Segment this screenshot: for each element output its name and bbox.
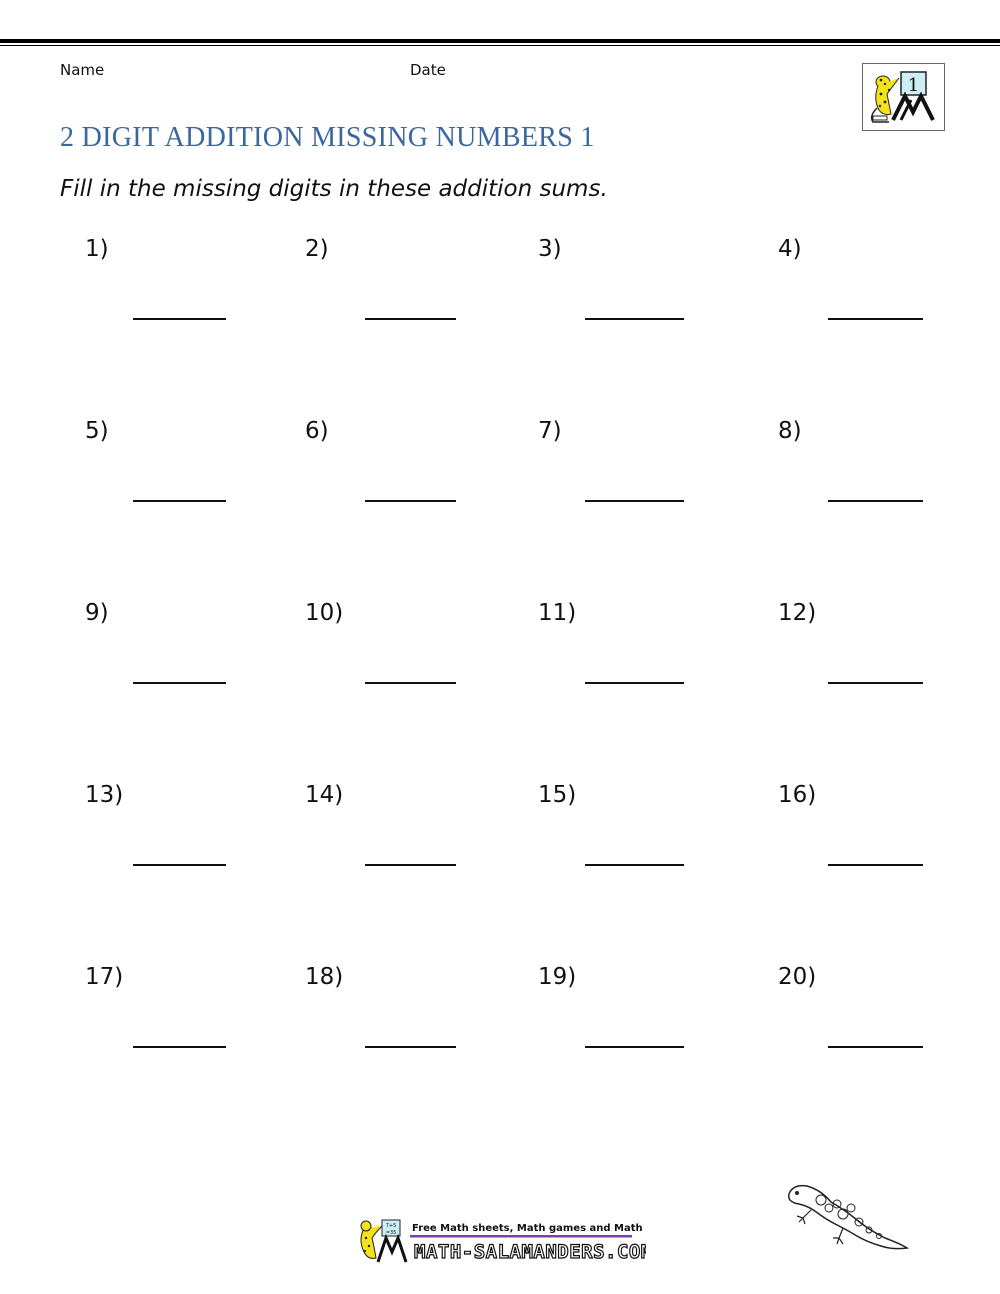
svg-text:=35: =35 bbox=[385, 1230, 397, 1236]
problem-number: 14) bbox=[305, 782, 344, 808]
sum-rule bbox=[828, 682, 923, 684]
problem-number: 15) bbox=[538, 782, 577, 808]
problem-number: 9) bbox=[85, 600, 109, 626]
sum-rule bbox=[585, 1046, 684, 1048]
svg-text:7+5: 7+5 bbox=[385, 1223, 397, 1229]
sum-rule bbox=[365, 1046, 456, 1048]
svg-text:Free Math sheets, Math games a: Free Math sheets, Math games and Math help bbox=[412, 1223, 646, 1234]
problem-number: 13) bbox=[85, 782, 124, 808]
date-label: Date bbox=[410, 61, 446, 79]
problem-number: 4) bbox=[778, 236, 802, 262]
sum-rule bbox=[828, 318, 923, 320]
problem-number: 10) bbox=[305, 600, 344, 626]
problem-number: 11) bbox=[538, 600, 577, 626]
problem-number: 1) bbox=[85, 236, 109, 262]
sum-rule bbox=[585, 318, 684, 320]
problem-number: 2) bbox=[305, 236, 329, 262]
problem-number: 19) bbox=[538, 964, 577, 990]
footer-logo bbox=[356, 1218, 646, 1264]
sum-rule bbox=[828, 1046, 923, 1048]
top-rule-thin bbox=[0, 45, 1000, 46]
problem-number: 3) bbox=[538, 236, 562, 262]
sum-rule bbox=[828, 864, 923, 866]
sum-rule bbox=[585, 500, 684, 502]
sum-rule bbox=[585, 864, 684, 866]
instructions: Fill in the missing digits in these addition sums. bbox=[60, 176, 608, 202]
problem-number: 5) bbox=[85, 418, 109, 444]
svg-text:1: 1 bbox=[907, 75, 920, 96]
sum-rule bbox=[133, 1046, 226, 1048]
sum-rule bbox=[365, 500, 456, 502]
salamander-easel-logo-icon bbox=[862, 63, 945, 131]
svg-text:MATH-SALAMANDERS.COM: MATH-SALAMANDERS.COM bbox=[414, 1241, 646, 1263]
problem-number: 18) bbox=[305, 964, 344, 990]
problem-number: 20) bbox=[778, 964, 817, 990]
worksheet-title: 2 DIGIT ADDITION MISSING NUMBERS 1 bbox=[60, 122, 595, 153]
top-rule-thick bbox=[0, 39, 1000, 43]
problem-number: 17) bbox=[85, 964, 124, 990]
problem-number: 16) bbox=[778, 782, 817, 808]
sum-rule bbox=[133, 864, 226, 866]
sum-rule bbox=[133, 682, 226, 684]
sum-rule bbox=[365, 864, 456, 866]
sum-rule bbox=[365, 318, 456, 320]
problem-number: 12) bbox=[778, 600, 817, 626]
sum-rule bbox=[585, 682, 684, 684]
problem-number: 8) bbox=[778, 418, 802, 444]
name-label: Name bbox=[60, 61, 105, 79]
sum-rule bbox=[828, 500, 923, 502]
problem-number: 7) bbox=[538, 418, 562, 444]
sum-rule bbox=[365, 682, 456, 684]
problem-number: 6) bbox=[305, 418, 329, 444]
sum-rule bbox=[133, 500, 226, 502]
sum-rule bbox=[133, 318, 226, 320]
spotted-salamander-icon bbox=[785, 1180, 910, 1259]
